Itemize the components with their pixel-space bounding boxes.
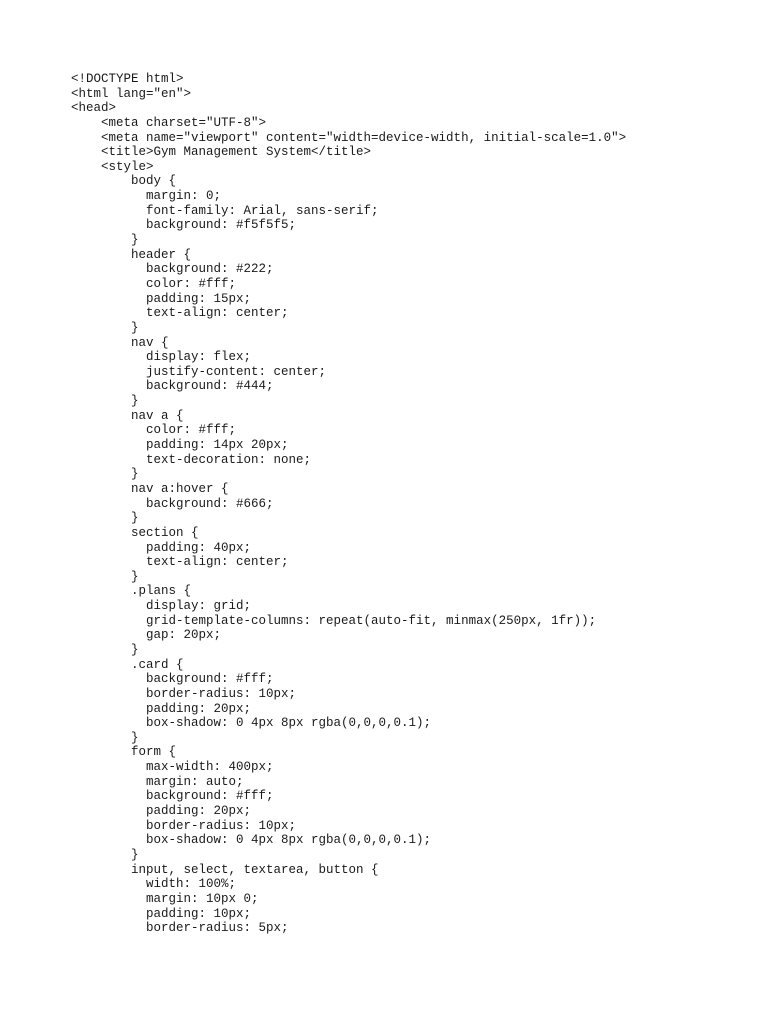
code-line: form {: [71, 745, 177, 760]
code-line: input, select, textarea, button {: [71, 862, 379, 877]
code-line: color: #fff;: [71, 276, 237, 291]
code-line: box-shadow: 0 4px 8px rgba(0,0,0,0.1);: [71, 716, 432, 731]
code-line: background: #666;: [71, 496, 274, 511]
code-line: padding: 20px;: [71, 701, 252, 716]
code-line: display: grid;: [71, 599, 252, 614]
code-line: display: flex;: [71, 350, 252, 365]
code-line: }: [71, 569, 139, 584]
code-line: }: [71, 847, 139, 862]
code-line: gap: 20px;: [71, 628, 222, 643]
code-line: border-radius: 10px;: [71, 818, 297, 833]
code-line: margin: 0;: [71, 189, 222, 204]
code-line: }: [71, 511, 139, 526]
code-line: font-family: Arial, sans-serif;: [71, 203, 379, 218]
code-line: <meta charset="UTF-8">: [71, 115, 267, 130]
code-line: padding: 40px;: [71, 540, 252, 555]
code-line: padding: 15px;: [71, 291, 252, 306]
code-listing: [71, 72, 626, 936]
code-line: <!DOCTYPE html>: [71, 72, 184, 86]
code-line: nav {: [71, 335, 169, 350]
code-line: <html lang="en">: [71, 86, 192, 101]
code-line: }: [71, 320, 139, 335]
code-line: nav a:hover {: [71, 481, 229, 496]
code-line: }: [71, 467, 139, 482]
code-line: background: #222;: [71, 262, 274, 277]
code-line: background: #f5f5f5;: [71, 218, 297, 233]
code-line: border-radius: 5px;: [71, 921, 289, 936]
code-line: text-align: center;: [71, 306, 289, 321]
code-line: <style>: [71, 159, 154, 174]
code-line: body {: [71, 174, 177, 189]
code-line: .plans {: [71, 584, 192, 599]
code-line: margin: 10px 0;: [71, 891, 259, 906]
code-line: <head>: [71, 101, 117, 116]
code-line: width: 100%;: [71, 877, 237, 892]
code-line: padding: 10px;: [71, 906, 252, 921]
code-line: box-shadow: 0 4px 8px rgba(0,0,0,0.1);: [71, 833, 432, 848]
code-line: color: #fff;: [71, 423, 237, 438]
code-line: text-decoration: none;: [71, 452, 312, 467]
code-line: background: #fff;: [71, 672, 274, 687]
code-line: background: #fff;: [71, 789, 274, 804]
code-line: nav a {: [71, 408, 184, 423]
code-line: <meta name="viewport" content="width=device-width, initial-scale=1.0">: [71, 130, 627, 145]
code-line: justify-content: center;: [71, 364, 327, 379]
code-line: }: [71, 233, 139, 248]
code-line: grid-template-columns: repeat(auto-fit, minmax(250px, 1fr));: [71, 613, 597, 628]
code-line: border-radius: 10px;: [71, 686, 297, 701]
code-line: background: #444;: [71, 379, 274, 394]
code-line: <title>Gym Management System</title>: [71, 145, 372, 160]
code-line: .card {: [71, 657, 184, 672]
code-line: section {: [71, 525, 199, 540]
code-line: header {: [71, 247, 192, 262]
code-line: margin: auto;: [71, 774, 244, 789]
code-line: }: [71, 730, 139, 745]
code-line: max-width: 400px;: [71, 760, 274, 775]
code-line: }: [71, 394, 139, 409]
code-line: padding: 14px 20px;: [71, 438, 289, 453]
code-line: padding: 20px;: [71, 804, 252, 819]
code-line: }: [71, 642, 139, 657]
code-line: text-align: center;: [71, 555, 289, 570]
